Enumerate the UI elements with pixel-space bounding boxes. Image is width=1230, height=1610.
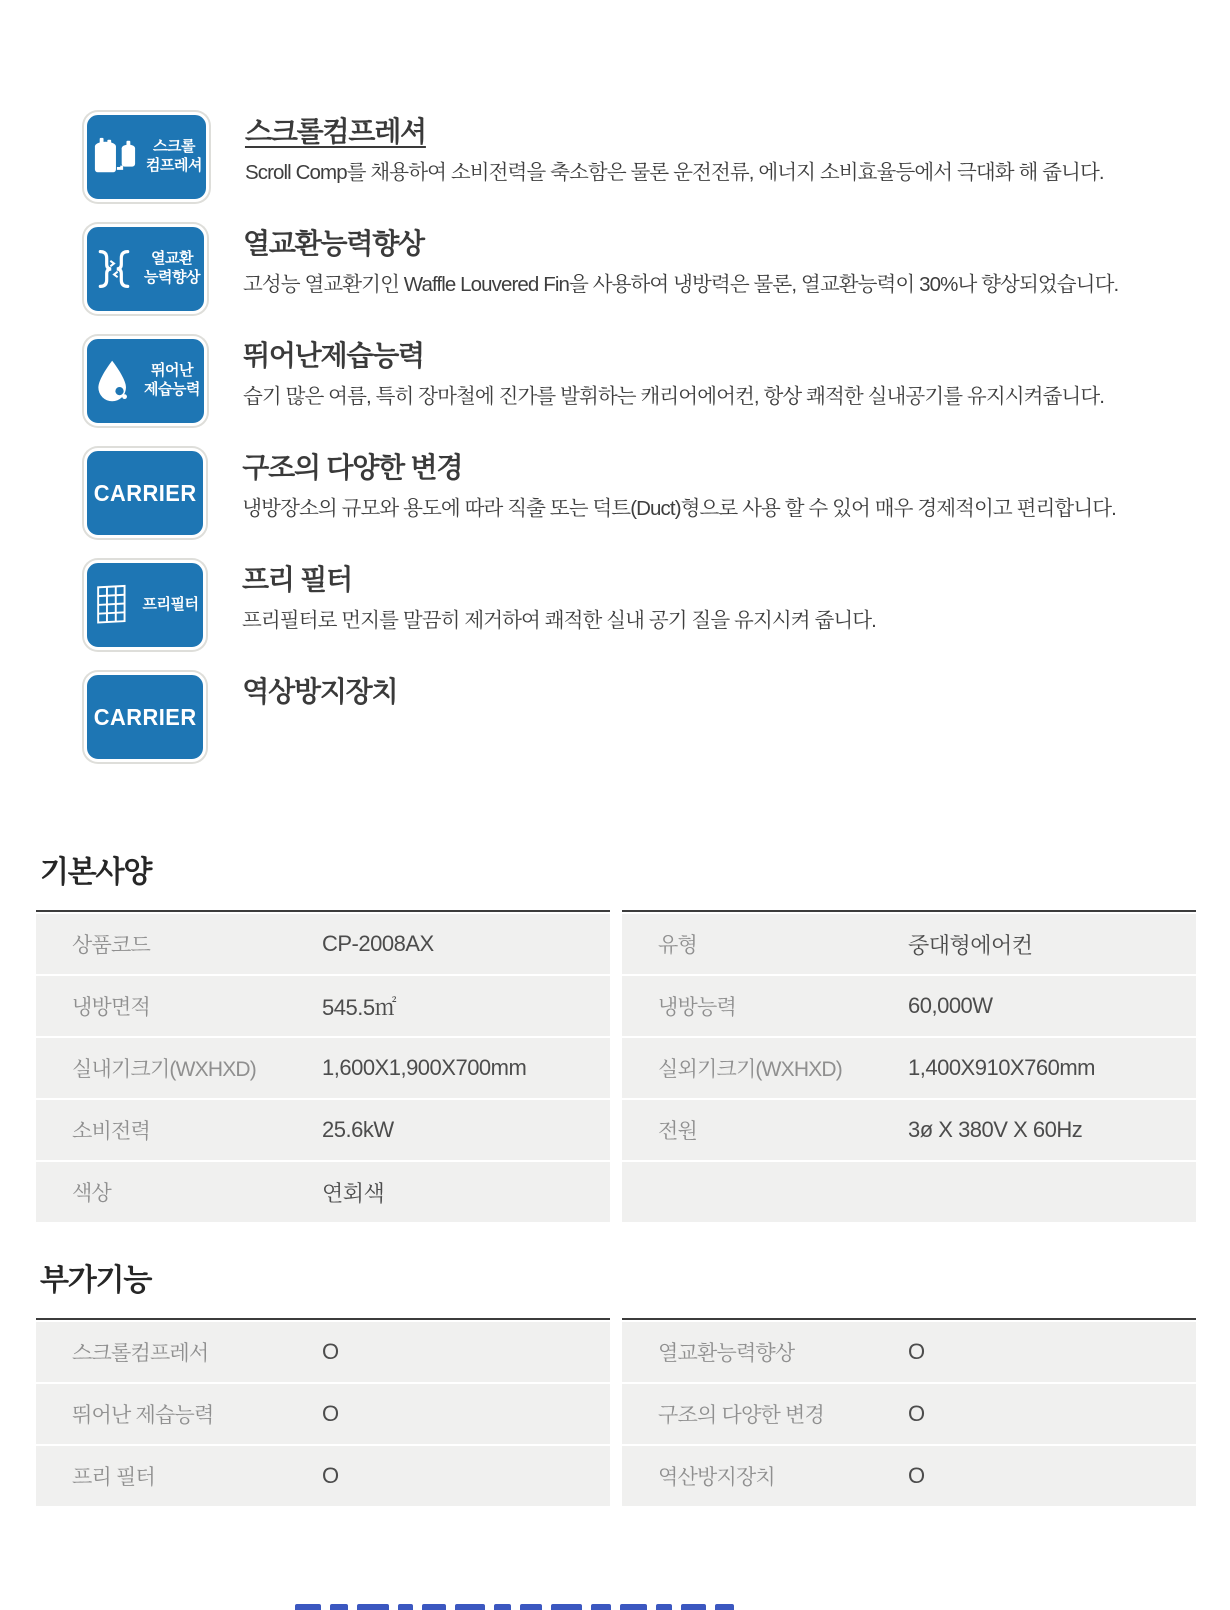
feature-item-heat-exchange [84, 224, 1190, 336]
feature-flag-label: 열교환능력향상 [658, 1342, 795, 1365]
feature-flag-row [622, 1384, 1196, 1444]
carrier-logo: CARRIER [93, 479, 197, 506]
spec-label: 전원 [658, 1120, 697, 1143]
feature-badge-dehumidify [84, 336, 207, 426]
feature-text [242, 672, 397, 721]
spec-label: 실외기크기(WXHXD) [658, 1058, 842, 1081]
spec-label: 냉방면적 [72, 996, 150, 1019]
feature-flag-label: 프리 필터 [72, 1466, 155, 1489]
clipped-blue-text-fragment [295, 1604, 734, 1610]
feature-flag-label: 구조의 다양한 변경 [658, 1404, 824, 1427]
feature-item-pre-filter [84, 560, 1190, 672]
feature-list [84, 112, 1190, 784]
section-title-extra-features: 부가기능 [40, 1264, 152, 1297]
feature-item-structure-change [84, 448, 1190, 560]
spec-row [36, 914, 610, 974]
feature-flag-value: O [908, 1463, 925, 1488]
spec-value: 중대형에어컨 [908, 932, 1033, 958]
basic-specs-table [36, 910, 1196, 1222]
heat-exchange-icon [91, 248, 137, 290]
feature-flag-value: O [908, 1401, 925, 1426]
spec-value: 연회색 [322, 1180, 385, 1206]
feature-item-reverse-phase-protection [84, 672, 1190, 784]
spec-value: 60,000W [908, 993, 993, 1018]
feature-flag-value: O [322, 1463, 339, 1488]
feature-flag-value: O [322, 1401, 339, 1426]
feature-desc: 고성능 열교환기인 Waffle Louvered Fin을 사용하여 냉방력은 물론, 열교환능력이 30%나 향상되었습니다. [242, 273, 1119, 297]
badge-label-line2: 제습능력 [144, 381, 200, 398]
badge-label-line1: 열교환 [150, 250, 193, 268]
spec-row [622, 1100, 1196, 1160]
spec-row [622, 914, 1196, 974]
feature-badge-scroll-compressor [84, 112, 209, 202]
badge-label [144, 250, 200, 288]
spec-value: 3ø X 380V X 60Hz [908, 1117, 1083, 1142]
extra-features-left-column [36, 1318, 610, 1506]
feature-flag-value: O [322, 1339, 339, 1364]
basic-specs-left-column [36, 910, 610, 1222]
spec-label: 소비전력 [72, 1120, 150, 1143]
feature-flag-row [36, 1384, 610, 1444]
feature-flag-label: 뛰어난 제습능력 [72, 1404, 214, 1427]
feature-title: 스크롤컴프레셔 [244, 116, 426, 147]
spec-row-empty [622, 1162, 1196, 1222]
feature-title: 열교환능력향상 [242, 228, 424, 259]
badge-label-line1: 뛰어난 [150, 362, 193, 380]
feature-badge-pre-filter [84, 560, 206, 650]
feature-flag-value: O [908, 1339, 925, 1364]
spec-value: 1,600X1,900X700mm [322, 1055, 527, 1080]
water-drop-icon [91, 358, 137, 404]
feature-text [242, 560, 876, 634]
badge-label [143, 596, 199, 615]
feature-title: 프리 필터 [242, 564, 352, 595]
spec-value: 1,400X910X760mm [908, 1055, 1095, 1080]
feature-text [243, 224, 1118, 298]
spec-label: 색상 [72, 1182, 111, 1205]
spec-label: 냉방능력 [658, 996, 736, 1019]
feature-badge-heat-exchange [84, 224, 207, 314]
spec-row [36, 1162, 610, 1222]
extra-features-right-column [622, 1318, 1196, 1506]
feature-text [245, 112, 1104, 186]
feature-title: 역상방지장치 [242, 676, 398, 707]
carrier-logo-badge [84, 448, 206, 538]
badge-label-line1: 프리필터 [142, 595, 199, 613]
spec-row [36, 1038, 610, 1098]
section-title-basic-specs: 기본사양 [40, 856, 152, 889]
spec-row [36, 1100, 610, 1160]
feature-desc: Scroll Comp를 채용하여 소비전력을 축소함은 물론 운전전류, 에너지 소비효율등에서 극대화 해 줍니다. [244, 161, 1104, 185]
feature-flag-label: 스크롤컴프레서 [72, 1342, 209, 1365]
spec-row [622, 976, 1196, 1036]
feature-flag-row [36, 1322, 610, 1382]
carrier-logo-badge [84, 672, 206, 762]
feature-text [242, 448, 1116, 522]
feature-desc: 냉방장소의 규모와 용도에 따라 직출 또는 덕트(Duct)형으로 사용 할 수 있어 매우 경제적이고 편리합니다. [242, 497, 1116, 521]
feature-flag-label: 역산방지장치 [658, 1466, 775, 1489]
spec-value: CP-2008AX [322, 931, 434, 956]
spec-row [622, 1038, 1196, 1098]
feature-flag-row [622, 1322, 1196, 1382]
basic-specs-right-column [622, 910, 1196, 1222]
feature-item-scroll-compressor [84, 112, 1190, 224]
pre-filter-icon [92, 583, 136, 627]
spec-value: 25.6kW [322, 1117, 394, 1142]
extra-features-table [36, 1318, 1196, 1506]
spec-value: 545.5㎡ [322, 994, 397, 1020]
extra-features-section [36, 1262, 1196, 1506]
scroll-compressor-icon [91, 135, 139, 179]
carrier-logo: CARRIER [93, 703, 197, 730]
badge-label [146, 138, 202, 176]
feature-desc: 습기 많은 여름, 특히 장마철에 진가를 발휘하는 캐리어에어컨, 항상 쾌적한 실내공기를 유지시켜줍니다. [242, 385, 1105, 409]
feature-title: 뛰어난제습능력 [242, 340, 424, 371]
feature-item-dehumidify [84, 336, 1190, 448]
spec-row [36, 976, 610, 1036]
spec-label: 상품코드 [72, 934, 150, 957]
badge-label-line2: 능력향상 [144, 269, 200, 286]
feature-title: 구조의 다양한 변경 [242, 452, 463, 483]
badge-label [144, 362, 200, 400]
feature-desc: 프리필터로 먼지를 말끔히 제거하여 쾌적한 실내 공기 질을 유지시켜 줍니다. [242, 609, 876, 633]
basic-specs-section [36, 854, 1196, 1222]
spec-label: 유형 [658, 934, 697, 957]
spec-label: 실내기크기(WXHXD) [72, 1058, 256, 1081]
feature-text [243, 336, 1104, 410]
feature-flag-row [622, 1446, 1196, 1506]
badge-label-line1: 스크롤 [152, 138, 195, 156]
badge-label-line2: 컴프레셔 [146, 157, 202, 174]
feature-flag-row [36, 1446, 610, 1506]
